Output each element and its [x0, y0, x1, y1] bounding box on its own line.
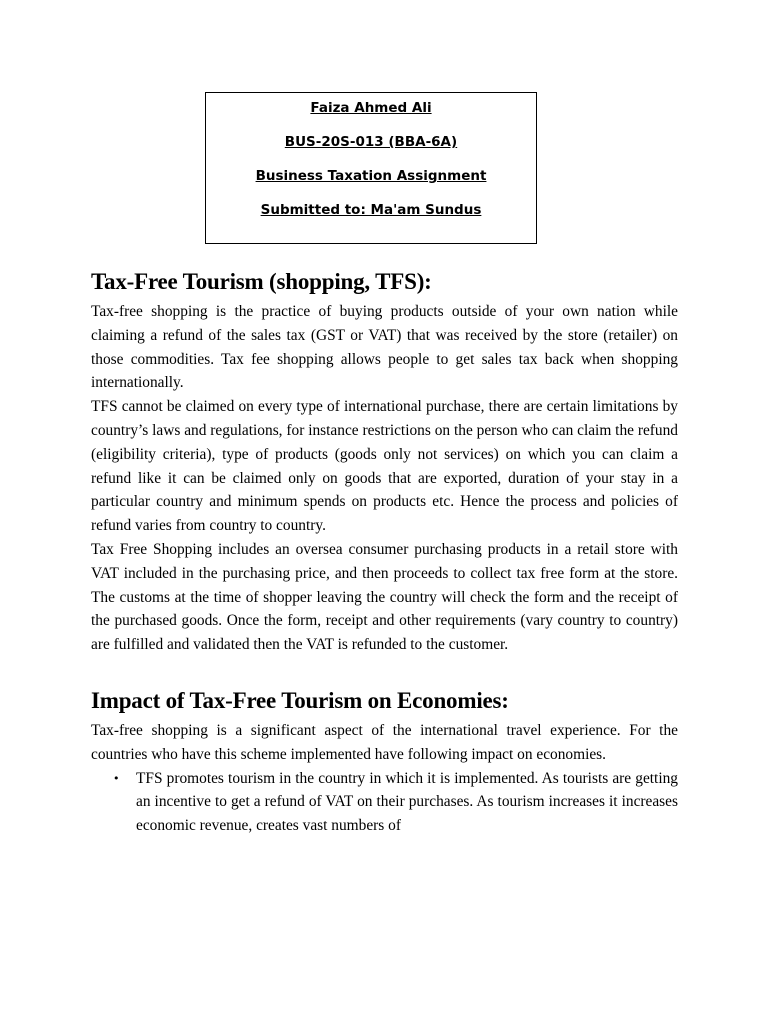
submitted-to: Submitted to: Ma'am Sundus: [260, 202, 482, 218]
student-name: Faiza Ahmed Ali: [310, 100, 432, 116]
document-body: [91, 264, 678, 838]
bullet-icon: •: [113, 771, 120, 785]
list-item: [113, 767, 678, 838]
cover-info-box: [205, 92, 537, 244]
student-id: BUS-20S-013 (BBA-6A): [284, 134, 458, 150]
list-item-text: TFS promotes tourism in the country in which it is implemented. As tourists are getting an incentive to get a refund of VAT on their purchases. As tourism increases it increases economic revenue, creates vast numbers of: [136, 769, 678, 835]
paragraph: TFS cannot be claimed on every type of international purchase, there are certain limitations by country’s laws and regulations, for instance restrictions on the person who can claim the refund (eligibility criteria), type of products (goods only not services) on which you can claim a refund like it can be claimed only on goods that are exported, duration of your stay in a particular country and minimum spends on products etc. Hence the process and policies of refund varies from country to country.: [91, 398, 678, 535]
paragraph: Tax-free shopping is a significant aspect of the international travel experience. For the countries who have this scheme implemented have following impact on economies.: [91, 721, 678, 763]
section-heading-tfs: Tax-Free Tourism (shopping, TFS):: [91, 269, 432, 294]
assignment-title: Business Taxation Assignment: [255, 168, 487, 184]
paragraph: Tax-free shopping is the practice of buying products outside of your own nation while claiming a refund of the sales tax (GST or VAT) that was received by the store (retailer) on those commodities. Tax fee shopping allows people to get sales tax back when shopping internationally.: [91, 303, 678, 392]
paragraph: Tax Free Shopping includes an oversea consumer purchasing products in a retail store with VAT included in the purchasing price, and then proceeds to collect tax free form at the store. The customs at the time of shopper leaving the country will check the form and the receipt of the purchased goods. Once the form, receipt and other requirements (vary country to country) are fulfilled and validated then the VAT is refunded to the customer.: [91, 540, 678, 654]
section-heading-impact: Impact of Tax-Free Tourism on Economies:: [91, 687, 509, 713]
bullet-list: [91, 767, 678, 838]
